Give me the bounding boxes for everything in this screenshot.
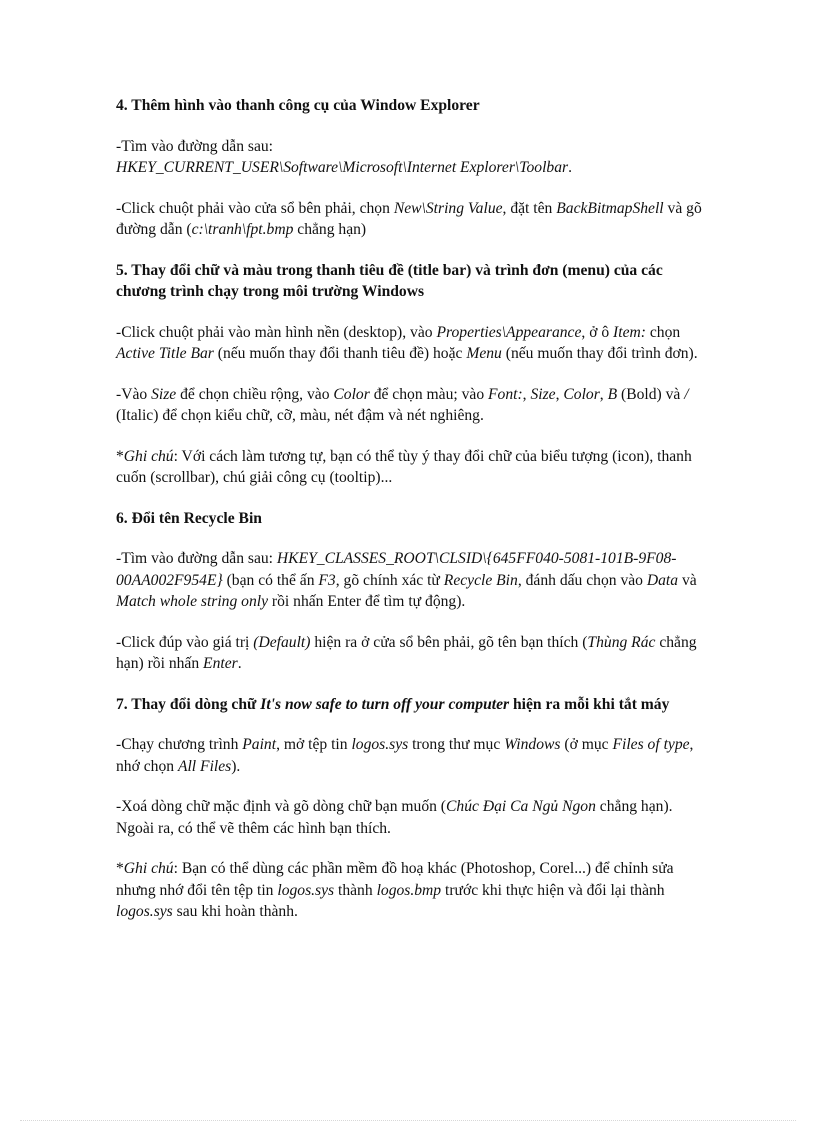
italic-run: Size	[530, 385, 556, 403]
text-run: (nếu muốn thay đổi thanh tiêu đề) hoặc	[213, 345, 467, 362]
paragraph	[116, 198, 706, 241]
text-run: chẳng hạn) rồi nhấn	[116, 633, 697, 672]
document-page	[116, 95, 706, 942]
text-run: (nếu muốn thay đổi trình đơn).	[501, 345, 698, 362]
paragraph	[116, 322, 706, 365]
italic-run: HKEY_CURRENT_USER\Software\Microsoft\Internet Explorer\Toolbar	[116, 159, 569, 176]
section-heading: 5. Thay đổi chữ và màu trong thanh tiêu đề (title bar) và trình đơn (menu) của các chương trình chạy trong môi trường Windows	[116, 261, 663, 300]
paragraph	[116, 136, 706, 179]
italic-run: Active Title Bar	[116, 345, 214, 362]
italic-run: Match whole string only	[116, 593, 269, 610]
italic-run: Ghi chú	[123, 860, 174, 877]
italic-run: Windows	[504, 736, 561, 753]
italic-run: Recycle Bin	[443, 571, 518, 589]
section-heading: 6. Đổi tên Recycle Bin	[116, 509, 262, 527]
text-run: *	[116, 860, 124, 877]
paragraph	[116, 632, 706, 675]
text-run: , ở ô	[581, 323, 614, 341]
italic-run: Files of type	[612, 736, 690, 753]
text-run: sau khi hoàn thành.	[172, 903, 298, 920]
section-heading	[116, 694, 706, 716]
italic-run: Data	[646, 571, 679, 589]
italic-run: All Files	[177, 757, 232, 775]
paragraph	[116, 548, 706, 613]
text-run: và gõ đường dẫn (	[116, 199, 702, 238]
text-run: hiện ra ở cửa sổ bên phải, gõ tên bạn thích (	[310, 633, 588, 651]
italic-run: HKEY_CLASSES_ROOT\CLSID\{645FF040-5081-101B-9F08-00AA002F954E}	[116, 550, 677, 589]
text-run: -Click chuột phải vào cửa sổ bên phải, chọn	[116, 199, 394, 217]
text-run: -Chạy chương trình	[116, 736, 243, 753]
text-run: rồi nhấn Enter để tìm tự động).	[268, 593, 466, 610]
text-run: -Tìm vào đường dẫn sau:	[116, 137, 274, 155]
text-run: để chọn chiều rộng, vào	[176, 385, 334, 403]
text-run: chọn	[645, 323, 681, 341]
text-run: (bạn có thể ấn	[222, 571, 319, 589]
italic-run: Enter	[203, 655, 238, 672]
paragraph	[116, 446, 706, 489]
section-heading: 4. Thêm hình vào thanh công cụ của Window Explorer	[116, 97, 480, 114]
italic-run: B	[607, 385, 618, 403]
italic-run: Menu	[466, 345, 502, 362]
text-run: trước khi thực hiện và đổi lại thành	[441, 881, 665, 899]
italic-run: Paint	[242, 736, 277, 753]
text-run: : Bạn có thể dùng các phần mềm đồ hoạ khác (Photoshop, Corel...) để chỉnh sửa nhưng nhớ đổi tên tệp tin	[116, 860, 674, 899]
text-run: trong thư mục	[408, 736, 505, 753]
text-run: -Click đúp vào giá trị	[116, 633, 254, 651]
italic-run: Properties\Appearance	[436, 323, 582, 341]
text-run: .	[237, 655, 242, 672]
text-run: (ở mục	[560, 736, 613, 753]
text-run: để chọn màu; vào	[369, 385, 489, 403]
text-run: chẳng hạn). Ngoài ra, có thể vẽ thêm các hình bạn thích.	[116, 798, 673, 837]
italic-run: /	[684, 385, 689, 403]
italic-run: c:\tranh\fpt.bmp	[191, 221, 294, 238]
text-run: (Bold) và	[617, 385, 685, 403]
text-run: , đặt tên	[502, 199, 557, 217]
text-run: -Vào	[116, 385, 152, 403]
italic-run: logos.sys	[351, 736, 409, 753]
italic-run: Chúc Đại Ca Ngủ Ngon	[446, 798, 596, 815]
text-run: , đánh dấu chọn vào	[517, 571, 647, 589]
italic-run: (Default)	[253, 633, 311, 651]
paragraph	[116, 796, 706, 839]
italic-run: BackBitmapShell	[556, 199, 664, 217]
italic-run: Thùng Rác	[587, 633, 656, 651]
italic-run: Color	[333, 385, 370, 403]
text-run: hiện ra mỗi khi tắt máy	[509, 695, 670, 713]
text-run: .	[568, 159, 572, 176]
italic-run: Font:	[488, 385, 523, 403]
page-bottom-divider	[20, 1120, 796, 1121]
text-run: -Tìm vào đường dẫn sau:	[116, 550, 277, 567]
text-run: : Với cách làm tương tự, bạn có thể tùy ý thay đổi chữ của biểu tượng (icon), thanh cuốn (scrollbar), chú giải công cụ (tooltip)...	[116, 447, 692, 486]
italic-run: New\String Value	[393, 199, 503, 217]
paragraph	[116, 384, 706, 427]
paragraph	[116, 858, 706, 923]
italic-run: Color	[563, 385, 600, 403]
italic-run: Ghi chú	[123, 447, 174, 465]
italic-run: logos.sys	[277, 881, 335, 899]
text-run: , gõ chính xác từ	[335, 571, 444, 589]
italic-run: logos.bmp	[376, 881, 442, 899]
italic-run: F3	[318, 571, 336, 589]
italic-run: Item:	[613, 323, 646, 341]
text-run: ,	[599, 385, 608, 403]
paragraph	[116, 734, 706, 777]
text-run: (Italic) để chọn kiểu chữ, cỡ, màu, nét đậm và nét nghiêng.	[116, 407, 484, 424]
text-run: , nhớ chọn	[116, 736, 694, 775]
text-run: -Click chuột phải vào màn hình nền (desktop), vào	[116, 323, 437, 341]
text-run: -Xoá dòng chữ mặc định và gõ dòng chữ bạn muốn (	[116, 798, 447, 815]
text-run: ,	[555, 385, 564, 403]
text-run: ,	[522, 385, 531, 403]
text-run: chẳng hạn)	[293, 221, 367, 238]
text-run: *	[116, 447, 124, 465]
text-run: thành	[334, 881, 377, 899]
italic-run: Size	[151, 385, 177, 403]
italic-run: logos.sys	[116, 903, 173, 920]
italic-run: It's now safe to turn off your computer	[260, 695, 510, 713]
text-run: và	[678, 571, 697, 589]
text-run: , mở tệp tin	[276, 736, 352, 753]
text-run: 7. Thay đổi dòng chữ	[116, 695, 261, 713]
text-run: ).	[231, 757, 241, 775]
